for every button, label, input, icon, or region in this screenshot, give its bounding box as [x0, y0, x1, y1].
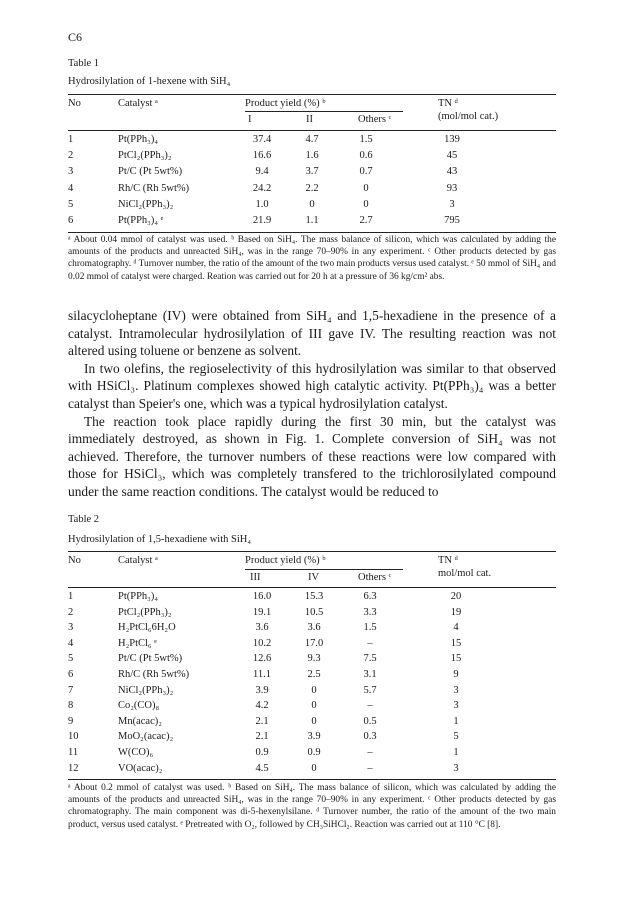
- table2-header-iii: III: [250, 572, 261, 583]
- table-cell-y2: 0: [311, 684, 317, 696]
- table-cell-y1: 1.0: [255, 198, 269, 210]
- table-cell-no: 3: [68, 622, 74, 634]
- table-cell-others: 0.5: [363, 715, 377, 727]
- table-cell-no: 9: [68, 715, 74, 727]
- table-cell-y1: 3.9: [255, 684, 269, 696]
- table-cell-y1: 16.0: [252, 591, 272, 602]
- table-cell-others: –: [367, 637, 373, 649]
- table-cell-y1: 24.2: [252, 182, 272, 194]
- table-cell-y1: 4.5: [255, 762, 269, 774]
- table1-header-ii: II: [306, 114, 313, 125]
- table-cell-y2: 1.6: [305, 150, 319, 162]
- table1-bottom-rule: [68, 232, 556, 233]
- table-cell-catalyst: W(CO)₆: [118, 747, 154, 758]
- table-cell-no: 1: [68, 591, 74, 602]
- table-cell-no: 2: [68, 150, 74, 162]
- table-cell-catalyst: Pt(PPh₃)₄: [118, 134, 159, 145]
- table-cell-no: 8: [68, 700, 74, 712]
- table-cell-catalyst: Pt/C (Pt 5wt%): [118, 166, 183, 178]
- table-cell-tn: 795: [444, 215, 460, 226]
- table2-subheader-rule: [245, 569, 403, 570]
- table-cell-tn: 45: [446, 150, 458, 162]
- table1-caption: Hydrosilylation of 1-hexene with SiH₄: [68, 76, 231, 87]
- table1-subheader-rule: [245, 111, 403, 112]
- table-cell-y1: 2.1: [255, 731, 269, 743]
- body-paragraph-3: The reaction took place rapidly during the first 30 min, but the catalyst was immediately destroyed, as shown in Fig. 1. Complete conversion of SiH₄ was not achieved. Therefore, the turnover numbers of these reactions were low compared with those for HSiCl₃, which was completely transfered to the trichlorosilylated compound under the same reaction conditions. The catalyst would be reduced to: [68, 413, 556, 499]
- table-cell-tn: 19: [450, 606, 462, 618]
- table-cell-tn: 15: [450, 653, 462, 665]
- table-cell-y1: 2.1: [255, 715, 269, 727]
- table-cell-y2: 0: [311, 762, 317, 774]
- table-cell-catalyst: NiCl₂(PPh₃)₂: [118, 684, 174, 696]
- table-cell-y1: 21.9: [252, 215, 272, 226]
- table-cell-y1: 4.2: [255, 700, 269, 712]
- body-paragraph-2: In two olefins, the regioselectivity of this hydrosilylation was similar to that observed with HSiCl₃. Platinum complexes showed high catalytic activity. Pt(PPh₃)₄ was a better catalyst than Speier's one, which was a typical hydrosilylation catalyst.: [68, 360, 556, 411]
- table-cell-others: 5.7: [363, 684, 377, 696]
- table-cell-tn: 93: [446, 182, 458, 194]
- table-cell-y1: 11.1: [253, 669, 271, 680]
- table-cell-tn: 15: [450, 637, 462, 649]
- table2-top-rule: [68, 551, 556, 552]
- table1-header-i: I: [248, 114, 252, 125]
- table-cell-y1: 3.6: [255, 622, 269, 634]
- table-cell-y2: 15.3: [304, 591, 324, 602]
- table-cell-no: 11: [68, 747, 79, 758]
- table1-header-product-yield: Product yield (%) ᵇ: [245, 98, 326, 109]
- table2-header-product-yield: Product yield (%) ᵇ: [245, 555, 326, 566]
- table2-header-tn: TN ᵈ: [438, 555, 458, 566]
- table-cell-others: 6.3: [363, 591, 377, 602]
- table-cell-tn: 43: [446, 166, 458, 178]
- table-cell-no: 2: [68, 606, 74, 618]
- table-cell-others: 0.3: [363, 731, 377, 743]
- table-cell-tn: 1: [453, 747, 459, 758]
- table2-header-iv: IV: [308, 572, 320, 583]
- table-cell-catalyst: H₂PtCl₆ ᵉ: [118, 637, 157, 649]
- table1-header-catalyst: Catalyst ᵃ: [118, 98, 158, 109]
- table1-header-tn-unit: (mol/mol cat.): [438, 111, 499, 122]
- table-cell-no: 6: [68, 669, 74, 680]
- table-cell-catalyst: PtCl₂(PPh₃)₂: [118, 606, 172, 618]
- table-cell-others: –: [367, 747, 373, 758]
- table-cell-y2: 3.9: [307, 731, 321, 743]
- body-paragraph-1: silacycloheptane (IV) were obtained from SiH₄ and 1,5-hexadiene in the presence of a catalyst. Intramolecular hydrosilylation of III gave IV. The resulting reaction was not altered using toluene or benzene as solvent.: [68, 308, 556, 359]
- table1-header-others: Others ᶜ: [358, 114, 392, 125]
- table-cell-y2: 3.7: [305, 166, 319, 178]
- table-cell-no: 4: [68, 637, 74, 649]
- table-cell-y2: 2.5: [307, 669, 321, 680]
- table-cell-y2: 0: [309, 198, 315, 210]
- table-cell-y2: 0: [311, 715, 317, 727]
- table-cell-y2: 17.0: [304, 637, 324, 649]
- table-cell-others: 1.5: [359, 134, 373, 145]
- table-cell-catalyst: H₂PtCl₆6H₂O: [118, 622, 176, 634]
- table-cell-catalyst: Pt(PPh₃)₄: [118, 591, 159, 602]
- table-cell-others: 0.7: [359, 166, 373, 178]
- table-cell-others: 3.1: [363, 669, 377, 680]
- table-cell-others: –: [367, 700, 373, 712]
- table-cell-y2: 1.1: [305, 215, 319, 226]
- table1-footnote: ᵃ About 0.04 mmol of catalyst was used. ᵇ Based on SiH₄. The mass balance of silicon, which was calculated by adding the amounts of the products and unreacted SiH₄, was in the range 70–90% in any experiment. ᶜ Other products detected by gas chromatography. ᵈ Turnover number, the ratio of the amount of the two main products versus used catalyst. ᵉ 50 mmol of SiH₄ and 0.02 mmol of catalyst were charged. Reation was carried out for 20 h at a pressure of 36 kg/cm² abs.: [68, 235, 556, 282]
- table-cell-y2: 10.5: [304, 606, 324, 618]
- table2-header-tn-unit: mol/mol cat.: [438, 568, 492, 579]
- table-cell-y1: 16.6: [252, 150, 272, 162]
- table2-bottom-rule: [68, 779, 556, 780]
- table2-caption: Hydrosilylation of 1,5-hexadiene with SiH₄: [68, 534, 252, 545]
- table-cell-others: 0: [363, 182, 369, 194]
- body-text: [68, 307, 556, 501]
- table-cell-y1: 12.6: [252, 653, 272, 665]
- table-cell-y2: 0.9: [307, 747, 321, 758]
- table-cell-others: 0: [363, 198, 369, 210]
- table-cell-no: 1: [68, 134, 74, 145]
- table-cell-no: 6: [68, 215, 74, 226]
- table2-header-catalyst: Catalyst ᵃ: [118, 555, 158, 566]
- page-number: C6: [68, 30, 83, 44]
- table-cell-tn: 3: [453, 684, 459, 696]
- table-cell-y1: 19.1: [252, 606, 272, 618]
- table-cell-tn: 3: [453, 762, 459, 774]
- table-cell-catalyst: Rh/C (Rh 5wt%): [118, 669, 190, 680]
- table-cell-tn: 1: [453, 715, 459, 727]
- table-cell-y2: 9.3: [307, 653, 321, 665]
- table-cell-catalyst: Pt/C (Pt 5wt%): [118, 653, 183, 665]
- table-cell-tn: 5: [453, 731, 459, 743]
- table-cell-catalyst: Co₂(CO)₈: [118, 700, 160, 712]
- table-cell-catalyst: MoO₂(acac)₂: [118, 731, 174, 743]
- table-cell-tn: 20: [450, 591, 462, 602]
- table-cell-tn: 9: [453, 669, 459, 680]
- table-cell-tn: 3: [449, 198, 455, 210]
- table-cell-no: 3: [68, 166, 74, 178]
- table-cell-catalyst: Pt(PPh₃)₄ ᵉ: [118, 215, 164, 226]
- table-cell-y1: 9.4: [255, 166, 269, 178]
- table2-footnote: ᵃ About 0.2 mmol of catalyst was used. ᵇ Based on SiH₄. The mass balance of silicon, which was calculated by adding the amounts of the products and unreacted SiH₄, was in the range 70–90% in any experiment. ᶜ Other products detected by gas chromatography. The main component was di-5-hexenylsilane. ᵈ Turnover number, the ratio of the amount of the two main product, versus used catalyst. ᵉ Pretreated with O₂, followed by CH₃SiHCl₂. Reaction was carried out at 110 °C [8].: [68, 783, 556, 830]
- table-cell-catalyst: NiCl₂(PPh₃)₂: [118, 198, 174, 210]
- table1-header-no: No: [68, 98, 81, 109]
- table-cell-y2: 3.6: [307, 622, 321, 634]
- table-cell-y2: 0: [311, 700, 317, 712]
- table-cell-y2: 2.2: [305, 182, 319, 194]
- table-cell-catalyst: PtCl₂(PPh₃)₂: [118, 150, 172, 162]
- table-cell-no: 4: [68, 182, 74, 194]
- table1-top-rule: [68, 94, 556, 95]
- table-cell-others: 0.6: [359, 150, 373, 162]
- table-cell-catalyst: Mn(acac)₂: [118, 715, 162, 727]
- table1-title: Table 1: [68, 58, 100, 69]
- table-cell-y2: 4.7: [305, 134, 319, 145]
- table-cell-no: 5: [68, 653, 74, 665]
- table2-title: Table 2: [68, 514, 100, 525]
- table-cell-no: 10: [68, 731, 79, 743]
- table2-header-rule: [68, 587, 556, 588]
- table-cell-others: 2.7: [359, 215, 373, 226]
- table-cell-catalyst: VO(acac)₂: [118, 762, 163, 774]
- table1-header-rule: [68, 130, 556, 131]
- table-cell-no: 12: [68, 762, 79, 774]
- table-cell-others: –: [367, 762, 373, 774]
- table-cell-no: 7: [68, 684, 74, 696]
- table2-header-no: No: [68, 555, 81, 566]
- table-cell-tn: 3: [453, 700, 459, 712]
- table-cell-others: 3.3: [363, 606, 377, 618]
- table-cell-others: 1.5: [363, 622, 377, 634]
- table-cell-y1: 0.9: [255, 747, 269, 758]
- table2-header-others: Others ᶜ: [358, 572, 392, 583]
- table-cell-tn: 4: [453, 622, 459, 634]
- table1-header-tn: TN ᵈ: [438, 98, 458, 109]
- table-cell-others: 7.5: [363, 653, 377, 665]
- table-cell-y1: 37.4: [252, 134, 272, 145]
- table-cell-y1: 10.2: [252, 637, 272, 649]
- table-cell-catalyst: Rh/C (Rh 5wt%): [118, 182, 190, 194]
- table-cell-no: 5: [68, 198, 74, 210]
- table-cell-tn: 139: [444, 134, 460, 145]
